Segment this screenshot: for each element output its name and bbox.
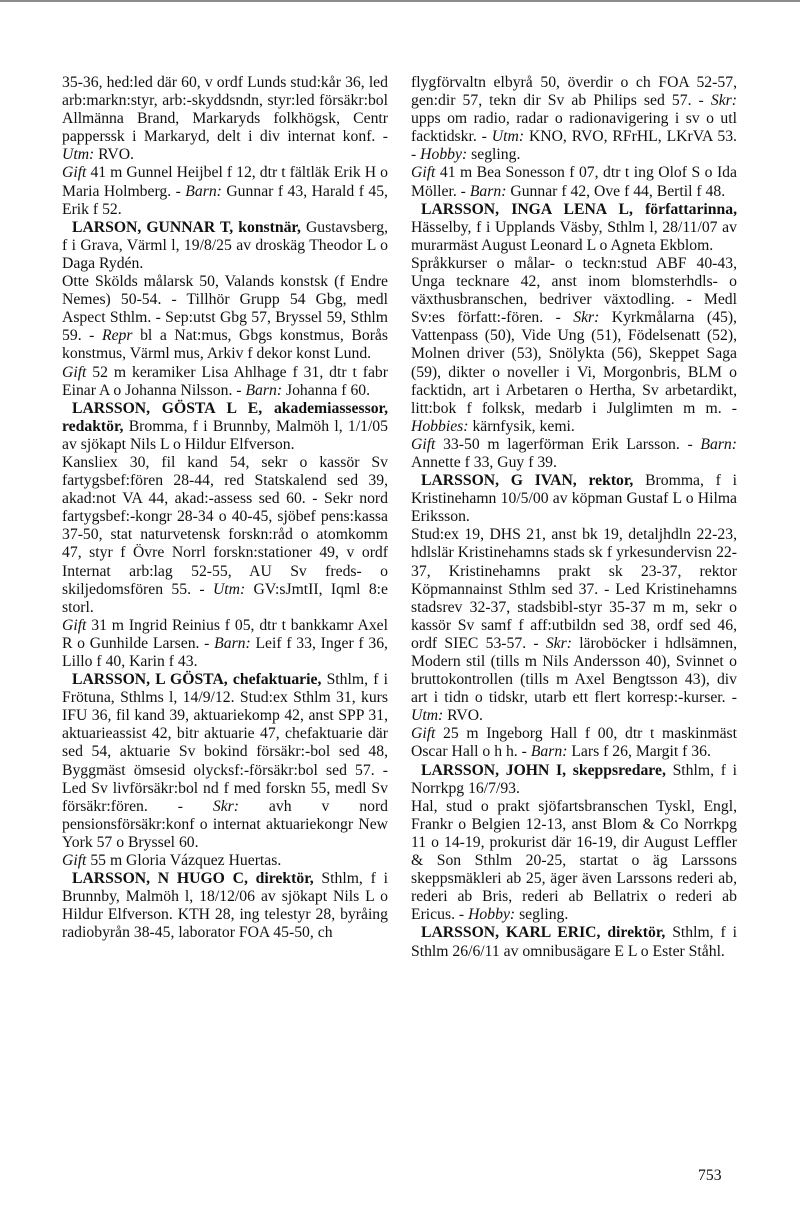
entry-header-larson-gunnar-t: LARSON, GUNNAR T, konstnär, Gustavsberg, f i Grava, Värml l, 19/8/25 av droskäg Theodor L o Daga Rydén. <box>62 218 389 272</box>
entry-name: LARSSON, GÖSTA L E, akademiassessor, redaktör, <box>62 399 388 435</box>
right-column <box>411 74 737 961</box>
entry-header-larsson-gosta-l-e: LARSSON, GÖSTA L E, akademiassessor, redaktör, Bromma, f i Brunnby, Malmöh l, 1/1/05 av sjökapt Nils L o Hildur Elfverson. <box>62 399 388 453</box>
entry-family-paragraph: Gift 31 m Ingrid Reinius f 05, dtr t bankkamr Axel R o Gunhilde Larsen. - Barn: Leif f 33, Inger f 36, Lillo f 40, Karin f 43. <box>62 616 388 670</box>
entry-header-larsson-john-i: LARSSON, JOHN I, skeppsredare, Sthlm, f i Norrkpg 16/7/93. <box>411 761 737 797</box>
top-edge-rule <box>0 0 800 2</box>
entry-name: LARSSON, JOHN I, skeppsredare, <box>421 761 666 779</box>
entry-family-paragraph: Gift 55 m Gloria Vázquez Huertas. <box>62 852 282 870</box>
entry-header-larsson-l-gosta: LARSSON, L GÖSTA, chefaktuarie, Sthlm, f i Frötuna, Sthlms l, 14/9/12. Stud:ex Sthlm 31, kurs IFU 36, fil kand 39, aktuariekomp 42, anst SPP 31, aktuarieassist 42, bitr aktuarie 47, chefaktuarie där sed 54, aktuarie Sv bokind försäkr:-bol sed 48, Byggmäst ömsesid olycksf:-försäkr:bol sed 57. - Led Sv livförsäkr:bol nd f med forskn 55, medl Sv försäkr:fören. - Skr: avh v nord pensionsförsäkr:konf o internat aktuariekongr New York 57 o Bryssel 60. <box>62 671 389 851</box>
entry-name: LARSON, GUNNAR T, konstnär, <box>72 218 301 236</box>
entry-family-paragraph: Gift 41 m Gunnel Heijbel f 12, dtr t fältläk Erik H o Maria Holmberg. - Barn: Gunnar f 43, Harald f 45, Erik f 52. <box>62 164 388 218</box>
entry-family-paragraph: Gift 33-50 m lagerförman Erik Larsson. - Barn: Annette f 33, Guy f 39. <box>411 435 737 471</box>
entry-career-paragraph: Stud:ex 19, DHS 21, anst bk 19, detaljhdln 22-23, hdlslär Kristinehamns stads sk f yrkesundervisn 22-37, Kristinehamns prakt sk 23-37, rektor Köpmannainst Sthlm sed 37. - Led Kristinehamns stadsrev 32-37, stadsbibl-styr 35-37 m m, sekr o kassör Sv samf f aff:utbildn sed 38, ordf sed 46, ordf SIEC 53-57. - Skr: läroböcker i hdlsämnen, Modern stil (tills m Nils Andersson 40), Svinnet o bruttokontrollen (tills m Axel Bengtsson 43), div art i tidn o tidskr, utarb ett flert korresp:-kurser. - Utm: RVO. <box>411 526 737 725</box>
entry-header-larsson-n-hugo-c: LARSSON, N HUGO C, direktör, Sthlm, f i Brunnby, Malmöh l, 18/12/06 av sjökapt Nils L o Hildur Elfverson. KTH 28, ing telestyr 28, byråing radiobyrån 38-45, laborator FOA 45-50, ch <box>62 870 388 942</box>
entry-career-paragraph: Otte Skölds målarsk 50, Valands konstsk (f Endre Nemes) 50-54. - Tillhör Grupp 54 Gbg, medl Aspect Sthlm. - Sep:utst Gbg 57, Bryssel 59, Sthlm 59. - Repr bl a Nat:mus, Gbgs konstmus, Borås konstmus, Värml mus, Arkiv f dekor konst Lund. <box>62 273 388 363</box>
entry-header-larsson-g-ivan: LARSSON, G IVAN, rektor, Bromma, f i Kristinehamn 10/5/00 av köpman Gustaf L o Hilma Eriksson. <box>411 472 737 526</box>
entry-family-paragraph: Gift 52 m keramiker Lisa Ahlhage f 31, dtr t fabr Einar A o Johanna Nilsson. - Barn: Johanna f 60. <box>62 363 388 399</box>
entry-family-paragraph: Gift 25 m Ingeborg Hall f 00, dtr t maskinmäst Oscar Hall o h h. - Barn: Lars f 26, Margit f 36. <box>411 725 737 761</box>
entry-continuation-paragraph: flygförvaltn elbyrå 50, överdir o ch FOA 52-57, gen:dir 57, tekn dir Sv ab Philips sed 57. - Skr: upps om radio, radar o radionavigering i sv o utl facktidskr. - Utm: KNO, RVO, RFrHL, LKrVA 53. - Hobby: segling. <box>411 74 737 164</box>
entry-name: LARSSON, G IVAN, rektor, <box>421 472 634 490</box>
entry-career-paragraph: Hal, stud o prakt sjöfartsbranschen Tyskl, Engl, Frankr o Belgien 12-13, anst Blom & Co Norrkpg 11 o 14-19, prokurist där 16-19, dir August Leffler & Son Sthlm 20-25, startat o äg Larssons skeppsmäkleri ab 25, äger även Larssons rederi ab, rederi ab Bris, rederi ab Bellatrix o rederi ab Ericus. - Hobby: segling. <box>411 797 737 924</box>
entry-career-paragraph: Kansliex 30, fil kand 54, sekr o kassör Sv fartygsbef:fören 28-44, red Statskalend sed 39, akad:not VA 44, akad:-assess sed 60. - Sekr nord fartygsbef:-kongr 28-34 o 40-45, sjöbef pens:kassa 37-50, stat naturvetensk forskn:råd o atomkomm 47, styr f Övre Norrl forskn:stationer 49, v ordf Internat arb:lag 52-55, AU Sv freds- o skiljedomsfören 55. - Utm: GV:sJmtII, Iqml 8:e storl. <box>62 453 388 616</box>
entry-header-larsson-inga-lena-l: LARSSON, INGA LENA L, författarinna, Hässelby, f i Upplands Väsby, Sthlm l, 28/11/07 av murarmäst August Leonard L o Agneta Ekblom. <box>411 200 737 254</box>
page-number: 753 <box>698 1167 722 1184</box>
entry-header-larsson-karl-eric: LARSSON, KARL ERIC, direktör, Sthlm, f i Sthlm 26/6/11 av omnibusägare E L o Ester Ståhl. <box>411 924 737 960</box>
entry-name: LARSSON, KARL ERIC, direktör, <box>421 924 666 942</box>
entry-name: LARSSON, L GÖSTA, chefaktuarie, <box>72 671 322 689</box>
entry-name: LARSSON, N HUGO C, direktör, <box>72 870 314 888</box>
entry-name: LARSSON, INGA LENA L, författarinna, <box>421 200 737 218</box>
entry-continuation-paragraph: 35-36, hed:led där 60, v ordf Lunds stud:kår 36, led arb:markn:styr, arb:-skyddsndn, styr:led försäkr:bol Allmänna Brand, Markaryds folkhögsk, Centr papperssk i Markaryd, delt i div internat konf. - Utm: RVO. <box>62 74 388 164</box>
left-column <box>62 74 388 943</box>
entry-family-paragraph: Gift 41 m Bea Sonesson f 07, dtr t ing Olof S o Ida Möller. - Barn: Gunnar f 42, Ove f 44, Bertil f 48. <box>411 164 737 200</box>
entry-career-paragraph: Språkkurser o målar- o teckn:stud ABF 40-43, Unga tecknare 42, anst inom blomsterhdls- o växthusbranschen, bedriver växtodling. - Medl Sv:es författ:-fören. - Skr: Kyrkmålarna (45), Vattenpass (50), Vide Ung (51), Födelsenatt (52), Molnen driver (53), Snölykta (56), Skeppet Saga (59), dikter o noveller i Vi, Morgonbris, BLM o facktidn, art i Arbetaren o Hertha, Sv arbetardikt, litt:bok f folksk, medarb i Julglimten m m. - Hobbies: kärnfysik, kemi. <box>411 254 737 435</box>
